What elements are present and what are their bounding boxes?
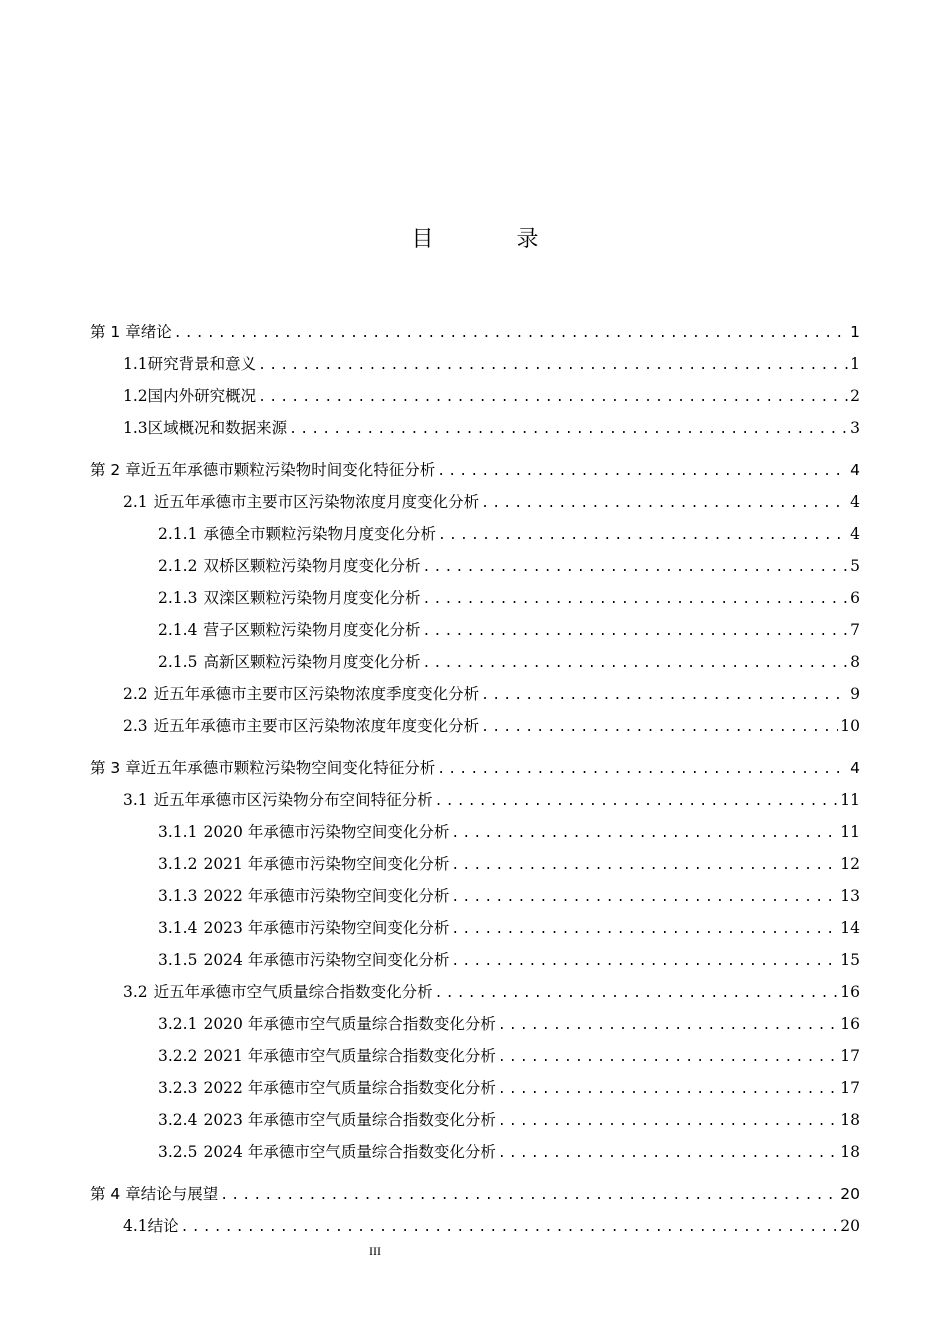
toc-entry-number: 2.1.3 — [158, 589, 198, 607]
toc-dot-leader — [258, 350, 848, 382]
toc-entry-title: 承德全市颗粒污染物月度变化分析 — [203, 525, 436, 543]
toc-entry-title: 近五年承德市颗粒污染物空间变化特征分析 — [140, 759, 436, 777]
toc-section-entry[interactable] — [90, 1040, 860, 1072]
toc-entry-title: 2022 年承德市空气质量综合指数变化分析 — [203, 1079, 496, 1097]
toc-section-entry[interactable] — [90, 1072, 860, 1104]
toc-dot-leader — [498, 1074, 838, 1106]
toc-entry-page: 7 — [850, 621, 860, 639]
toc-section-entry[interactable] — [90, 582, 860, 614]
toc-entry-page: 17 — [840, 1047, 860, 1065]
toc-dot-leader — [220, 1180, 838, 1212]
toc-dot-leader — [435, 786, 839, 818]
table-of-contents — [90, 316, 860, 1242]
toc-entry-page: 3 — [850, 419, 860, 437]
toc-entry-title: 绪论 — [140, 323, 172, 341]
toc-section-entry[interactable] — [90, 614, 860, 646]
toc-chapter-entry[interactable] — [90, 316, 860, 348]
toc-dot-leader — [498, 1042, 838, 1074]
toc-section-entry[interactable] — [90, 412, 860, 444]
toc-dot-leader — [422, 648, 848, 680]
toc-entry-number: 第 2 章 — [90, 461, 141, 479]
toc-entry-number: 第 3 章 — [90, 759, 141, 777]
toc-entry-number: 2.1.2 — [158, 557, 198, 575]
toc-entry-page: 13 — [840, 887, 860, 905]
toc-entry-page: 12 — [840, 855, 860, 873]
toc-dot-leader — [289, 414, 848, 446]
toc-entry-number: 1.2 — [123, 387, 148, 405]
toc-entry-title: 营子区颗粒污染物月度变化分析 — [203, 621, 421, 639]
toc-entry-title: 结论 — [147, 1217, 179, 1235]
toc-entry-number: 2.1.5 — [158, 653, 198, 671]
toc-entry-page: 4 — [850, 525, 860, 543]
toc-section-entry[interactable] — [90, 1104, 860, 1136]
toc-entry-number: 3.2.4 — [158, 1111, 198, 1129]
toc-entry-title: 2021 年承德市空气质量综合指数变化分析 — [203, 1047, 496, 1065]
toc-entry-number: 2.2 — [123, 685, 148, 703]
toc-section-entry[interactable] — [90, 1136, 860, 1168]
toc-entry-number: 1.3 — [123, 419, 148, 437]
toc-entry-number: 3.1.5 — [158, 951, 198, 969]
toc-entry-number: 4.1 — [123, 1217, 148, 1235]
toc-entry-title: 2020 年承德市空气质量综合指数变化分析 — [203, 1015, 496, 1033]
toc-section-entry[interactable] — [90, 550, 860, 582]
toc-entry-number: 3.2.1 — [158, 1015, 198, 1033]
page-title: 目 录 — [411, 227, 577, 252]
toc-dot-leader — [422, 584, 848, 616]
toc-entry-page: 14 — [840, 919, 860, 937]
toc-dot-leader — [451, 818, 838, 850]
toc-entry-page: 1 — [850, 355, 860, 373]
toc-section-entry[interactable] — [90, 646, 860, 678]
toc-section-entry[interactable] — [90, 976, 860, 1008]
toc-entry-page: 4 — [850, 759, 860, 777]
toc-chapter-entry[interactable] — [90, 752, 860, 784]
toc-section-entry[interactable] — [90, 880, 860, 912]
toc-section-entry[interactable] — [90, 944, 860, 976]
toc-entry-number: 3.2.3 — [158, 1079, 198, 1097]
toc-entry-title: 近五年承德市主要市区污染物浓度季度变化分析 — [153, 685, 480, 703]
toc-entry-number: 第 4 章 — [90, 1185, 141, 1203]
toc-entry-title: 国内外研究概况 — [147, 387, 257, 405]
toc-dot-leader — [451, 850, 838, 882]
toc-entry-title: 近五年承德市区污染物分布空间特征分析 — [153, 791, 433, 809]
toc-dot-leader — [435, 978, 839, 1010]
toc-dot-leader — [422, 552, 848, 584]
toc-entry-number: 1.1 — [123, 355, 148, 373]
toc-entry-page: 4 — [850, 461, 860, 479]
toc-entry-title: 高新区颗粒污染物月度变化分析 — [203, 653, 421, 671]
toc-dot-leader — [437, 754, 848, 786]
toc-entry-title: 2022 年承德市污染物空间变化分析 — [203, 887, 450, 905]
toc-entry-number: 2.1 — [123, 493, 148, 511]
toc-entry-page: 20 — [840, 1217, 860, 1235]
toc-entry-page: 9 — [850, 685, 860, 703]
toc-dot-leader — [481, 680, 848, 712]
page-number-footer: III — [369, 1244, 381, 1258]
toc-entry-number: 2.3 — [123, 717, 148, 735]
toc-entry-title: 2020 年承德市污染物空间变化分析 — [203, 823, 450, 841]
toc-dot-leader — [498, 1010, 838, 1042]
toc-section-entry[interactable] — [90, 848, 860, 880]
toc-dot-leader — [174, 318, 848, 350]
toc-entry-title: 区域概况和数据来源 — [147, 419, 288, 437]
toc-entry-title: 研究背景和意义 — [147, 355, 257, 373]
toc-section-entry[interactable] — [90, 678, 860, 710]
toc-entry-number: 3.1.2 — [158, 855, 198, 873]
toc-entry-number: 3.1 — [123, 791, 148, 809]
toc-dot-leader — [438, 520, 848, 552]
toc-section-entry[interactable] — [90, 518, 860, 550]
toc-entry-number: 2.1.1 — [158, 525, 198, 543]
toc-entry-title: 2023 年承德市污染物空间变化分析 — [203, 919, 450, 937]
toc-dot-leader — [481, 712, 838, 744]
toc-entry-page: 16 — [840, 983, 860, 1001]
toc-entry-title: 近五年承德市主要市区污染物浓度年度变化分析 — [153, 717, 480, 735]
toc-entry-title: 结论与展望 — [140, 1185, 219, 1203]
toc-entry-page: 18 — [840, 1143, 860, 1161]
toc-entry-number: 2.1.4 — [158, 621, 198, 639]
toc-entry-number: 3.1.3 — [158, 887, 198, 905]
toc-dot-leader — [422, 616, 848, 648]
toc-dot-leader — [258, 382, 848, 414]
toc-entry-page: 6 — [850, 589, 860, 607]
toc-entry-page: 18 — [840, 1111, 860, 1129]
toc-entry-title: 近五年承德市空气质量综合指数变化分析 — [153, 983, 433, 1001]
toc-entry-number: 第 1 章 — [90, 323, 141, 341]
toc-entry-page: 2 — [850, 387, 860, 405]
toc-entry-number: 3.1.1 — [158, 823, 198, 841]
toc-section-entry[interactable] — [90, 348, 860, 380]
toc-entry-page: 16 — [840, 1015, 860, 1033]
toc-dot-leader — [181, 1212, 839, 1244]
toc-dot-leader — [498, 1106, 838, 1138]
toc-entry-title: 双桥区颗粒污染物月度变化分析 — [203, 557, 421, 575]
toc-chapter-entry[interactable] — [90, 1178, 860, 1210]
toc-entry-page: 17 — [840, 1079, 860, 1097]
toc-section-entry[interactable] — [90, 380, 860, 412]
toc-dot-leader — [481, 488, 848, 520]
toc-section-entry[interactable] — [90, 912, 860, 944]
toc-entry-number: 3.2 — [123, 983, 148, 1001]
toc-entry-title: 2023 年承德市空气质量综合指数变化分析 — [203, 1111, 496, 1129]
toc-entry-title: 2024 年承德市空气质量综合指数变化分析 — [203, 1143, 496, 1161]
toc-section-entry[interactable] — [90, 1008, 860, 1040]
toc-entry-page: 11 — [840, 823, 860, 841]
toc-section-entry[interactable] — [90, 816, 860, 848]
toc-entry-page: 15 — [840, 951, 860, 969]
toc-dot-leader — [498, 1138, 838, 1170]
toc-dot-leader — [437, 456, 848, 488]
toc-entry-title: 近五年承德市颗粒污染物时间变化特征分析 — [140, 461, 436, 479]
toc-section-entry[interactable] — [90, 784, 860, 816]
toc-section-entry[interactable] — [90, 710, 860, 742]
toc-entry-page: 4 — [850, 493, 860, 511]
toc-entry-title: 2024 年承德市污染物空间变化分析 — [203, 951, 450, 969]
toc-chapter-entry[interactable] — [90, 454, 860, 486]
toc-entry-number: 3.2.2 — [158, 1047, 198, 1065]
toc-entry-page: 20 — [840, 1185, 860, 1203]
toc-entry-page: 5 — [850, 557, 860, 575]
toc-entry-number: 3.1.4 — [158, 919, 198, 937]
toc-entry-page: 1 — [850, 323, 860, 341]
toc-entry-page: 10 — [840, 717, 860, 735]
toc-dot-leader — [451, 914, 838, 946]
toc-dot-leader — [451, 946, 838, 978]
toc-dot-leader — [451, 882, 838, 914]
toc-entry-title: 双滦区颗粒污染物月度变化分析 — [203, 589, 421, 607]
toc-section-entry[interactable] — [90, 1210, 860, 1242]
toc-entry-number: 3.2.5 — [158, 1143, 198, 1161]
toc-entry-page: 11 — [840, 791, 860, 809]
toc-entry-page: 8 — [850, 653, 860, 671]
toc-entry-title: 2021 年承德市污染物空间变化分析 — [203, 855, 450, 873]
toc-section-entry[interactable] — [90, 486, 860, 518]
toc-entry-title: 近五年承德市主要市区污染物浓度月度变化分析 — [153, 493, 480, 511]
